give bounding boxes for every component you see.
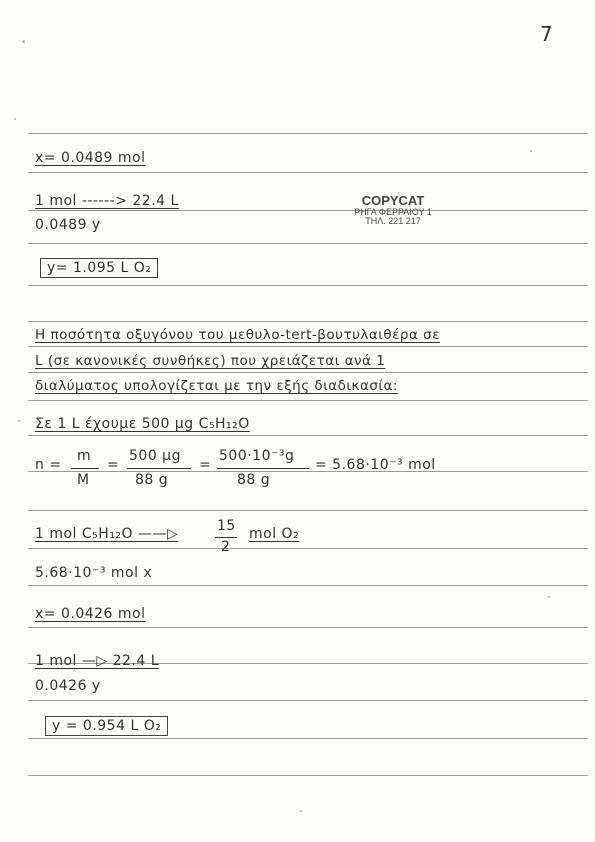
page-number: 7 [540,22,554,46]
ruled-line [28,775,588,776]
ratio-line-3: 1 mol —▷ 22.4 L [35,653,160,669]
stoich-ratio [35,518,435,558]
eq-result: = 5.68·10⁻³ mol [315,457,436,473]
copycat-stamp [338,194,448,227]
eq-num-2: 500·10⁻³g [219,448,295,464]
fraction-bar [215,537,237,538]
stamp-address: ΡΗΓΑ ΦΕΡΡΑΙΟΥ 1 [354,206,432,217]
scan-speck [22,40,25,43]
eq-equals-2: = [199,457,212,473]
stamp-name: COPYCAT [361,193,425,208]
eq-equals-1: = [107,457,120,473]
ruled-line [28,346,588,347]
paragraph-line-2: L (σε κανονικές συνθήκες) που χρειάζεται ανά 1 [35,353,386,369]
stoich-value-line: 5.68·10⁻³ mol x [35,565,153,581]
statement-line: Σε 1 L έχουμε 500 μg C₅H₁₂O [35,416,250,432]
fraction-bar [217,468,309,469]
ruled-line [28,285,588,286]
paragraph-line-1: Η ποσότητα οξυγόνου του μεθυλο-tert-βουτυλαιθέρα σε [35,327,441,343]
eq-den-2: 88 g [237,472,271,488]
eq-n: n = [35,457,62,473]
ruled-line [28,585,588,586]
eq-num-1: 500 μg [129,448,181,464]
ruled-line [28,372,588,373]
ruled-line [28,510,588,511]
ratio-line-1: 1 mol ------> 22.4 L [35,193,179,209]
ratio-line-4: 0.0426 y [35,678,101,694]
eq-M: M [77,472,90,488]
scan-speck [530,150,532,152]
scan-speck [18,420,20,422]
boxed-result-1: y= 1.095 L O₂ [40,258,158,278]
moles-equation [35,448,455,498]
fraction-bar [127,468,191,469]
stamp-phone: ΤΗΛ. 221 217 [365,216,421,227]
stoich-left: 1 mol C₅H₁₂O ——▷ [35,526,179,542]
ruled-line [28,700,588,701]
ruled-line [28,400,588,401]
scan-speck [14,118,16,120]
ruled-line [28,435,588,436]
ruled-line [28,133,588,134]
result-x-2: x= 0.0426 mol [35,606,146,622]
ruled-line [28,243,588,244]
fraction-bar [71,468,99,469]
scan-speck [300,810,302,812]
boxed-result-2: y = 0.954 L O₂ [45,716,168,736]
ruled-line [28,210,588,211]
stoich-right: mol O₂ [249,526,300,542]
eq-m: m [77,448,92,464]
result-x-1: x= 0.0489 mol [35,150,146,166]
ruled-line [28,627,588,628]
scan-speck [548,596,550,598]
ratio-line-2: 0.0489 y [35,217,101,233]
paragraph-line-3: διαλύματος υπολογίζεται με την εξής διαδικασία: [35,378,398,394]
stoich-num: 15 [217,518,236,534]
ruled-line [28,321,588,322]
eq-den-1: 88 g [135,472,169,488]
ruled-line [28,738,588,739]
stoich-den: 2 [221,539,231,555]
ruled-line [28,172,588,173]
